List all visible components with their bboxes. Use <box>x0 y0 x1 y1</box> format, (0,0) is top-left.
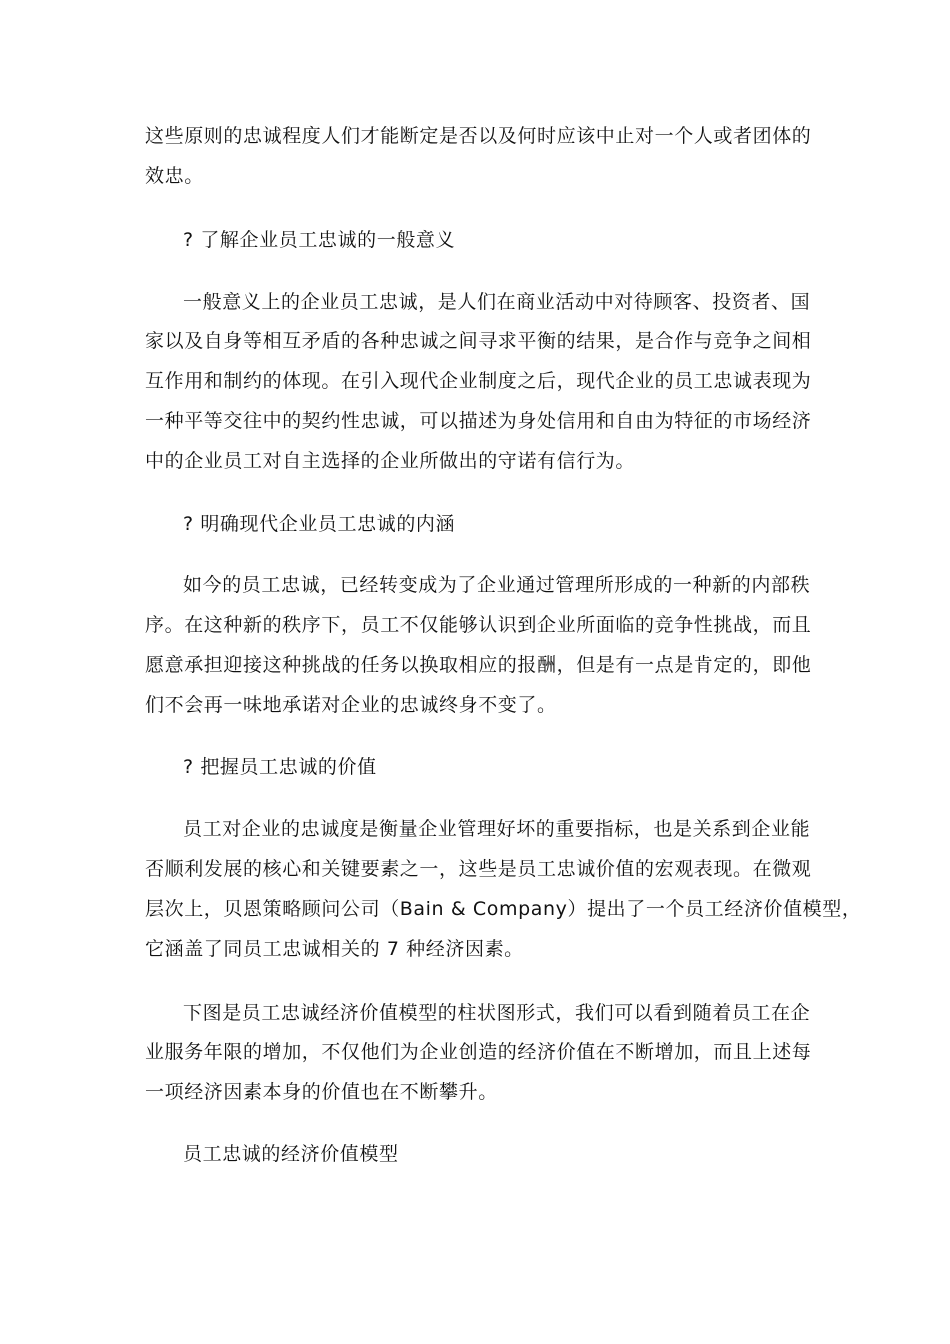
paragraph-line: 家以及自身等相互矛盾的各种忠诚之间寻求平衡的结果，是合作与竞争之间相 <box>145 330 812 352</box>
figure-caption: 员工忠诚的经济价值模型 <box>183 1143 399 1165</box>
section-heading: ? 明确现代企业员工忠诚的内涵 <box>183 513 456 535</box>
paragraph-line: 互作用和制约的体现。在引入现代企业制度之后，现代企业的员工忠诚表现为 <box>145 370 812 392</box>
paragraph-line: 下图是员工忠诚经济价值模型的柱状图形式，我们可以看到随着员工在企 <box>183 1002 811 1024</box>
paragraph-line: 否顺利发展的核心和关键要素之一，这些是员工忠诚价值的宏观表现。在微观 <box>145 858 812 880</box>
paragraph-line: 这些原则的忠诚程度人们才能断定是否以及何时应该中止对一个人或者团体的 <box>145 125 812 147</box>
paragraph-line: 一项经济因素本身的价值也在不断攀升。 <box>145 1081 498 1103</box>
paragraph-line: 一般意义上的企业员工忠诚，是人们在商业活动中对待顾客、投资者、国 <box>183 291 811 313</box>
paragraph-line: 它涵盖了同员工忠诚相关的 7 种经济因素。 <box>145 938 524 960</box>
paragraph-line: 层次上，贝恩策略顾问公司（Bain & Company）提出了一个员工经济价值模型， <box>145 898 862 920</box>
paragraph-line: 如今的员工忠诚，已经转变成为了企业通过管理所形成的一种新的内部秩 <box>183 574 811 596</box>
paragraph-line: 一种平等交往中的契约性忠诚，可以描述为身处信用和自由为特征的市场经济 <box>145 410 812 432</box>
paragraph-line: 序。在这种新的秩序下，员工不仅能够认识到企业所面临的竞争性挑战，而且 <box>145 614 812 636</box>
paragraph-line: 员工对企业的忠诚度是衡量企业管理好坏的重要指标，也是关系到企业能 <box>183 818 811 840</box>
section-heading: ? 了解企业员工忠诚的一般意义 <box>183 229 456 251</box>
paragraph-line: 中的企业员工对自主选择的企业所做出的守诺有信行为。 <box>145 450 636 472</box>
section-heading: ? 把握员工忠诚的价值 <box>183 756 377 778</box>
paragraph-line: 愿意承担迎接这种挑战的任务以换取相应的报酬，但是有一点是肯定的，即他 <box>145 654 812 676</box>
paragraph-line: 效忠。 <box>145 165 204 187</box>
paragraph-line: 们不会再一味地承诺对企业的忠诚终身不变了。 <box>145 694 557 716</box>
paragraph-line: 业服务年限的增加，不仅他们为企业创造的经济价值在不断增加，而且上述每 <box>145 1041 812 1063</box>
